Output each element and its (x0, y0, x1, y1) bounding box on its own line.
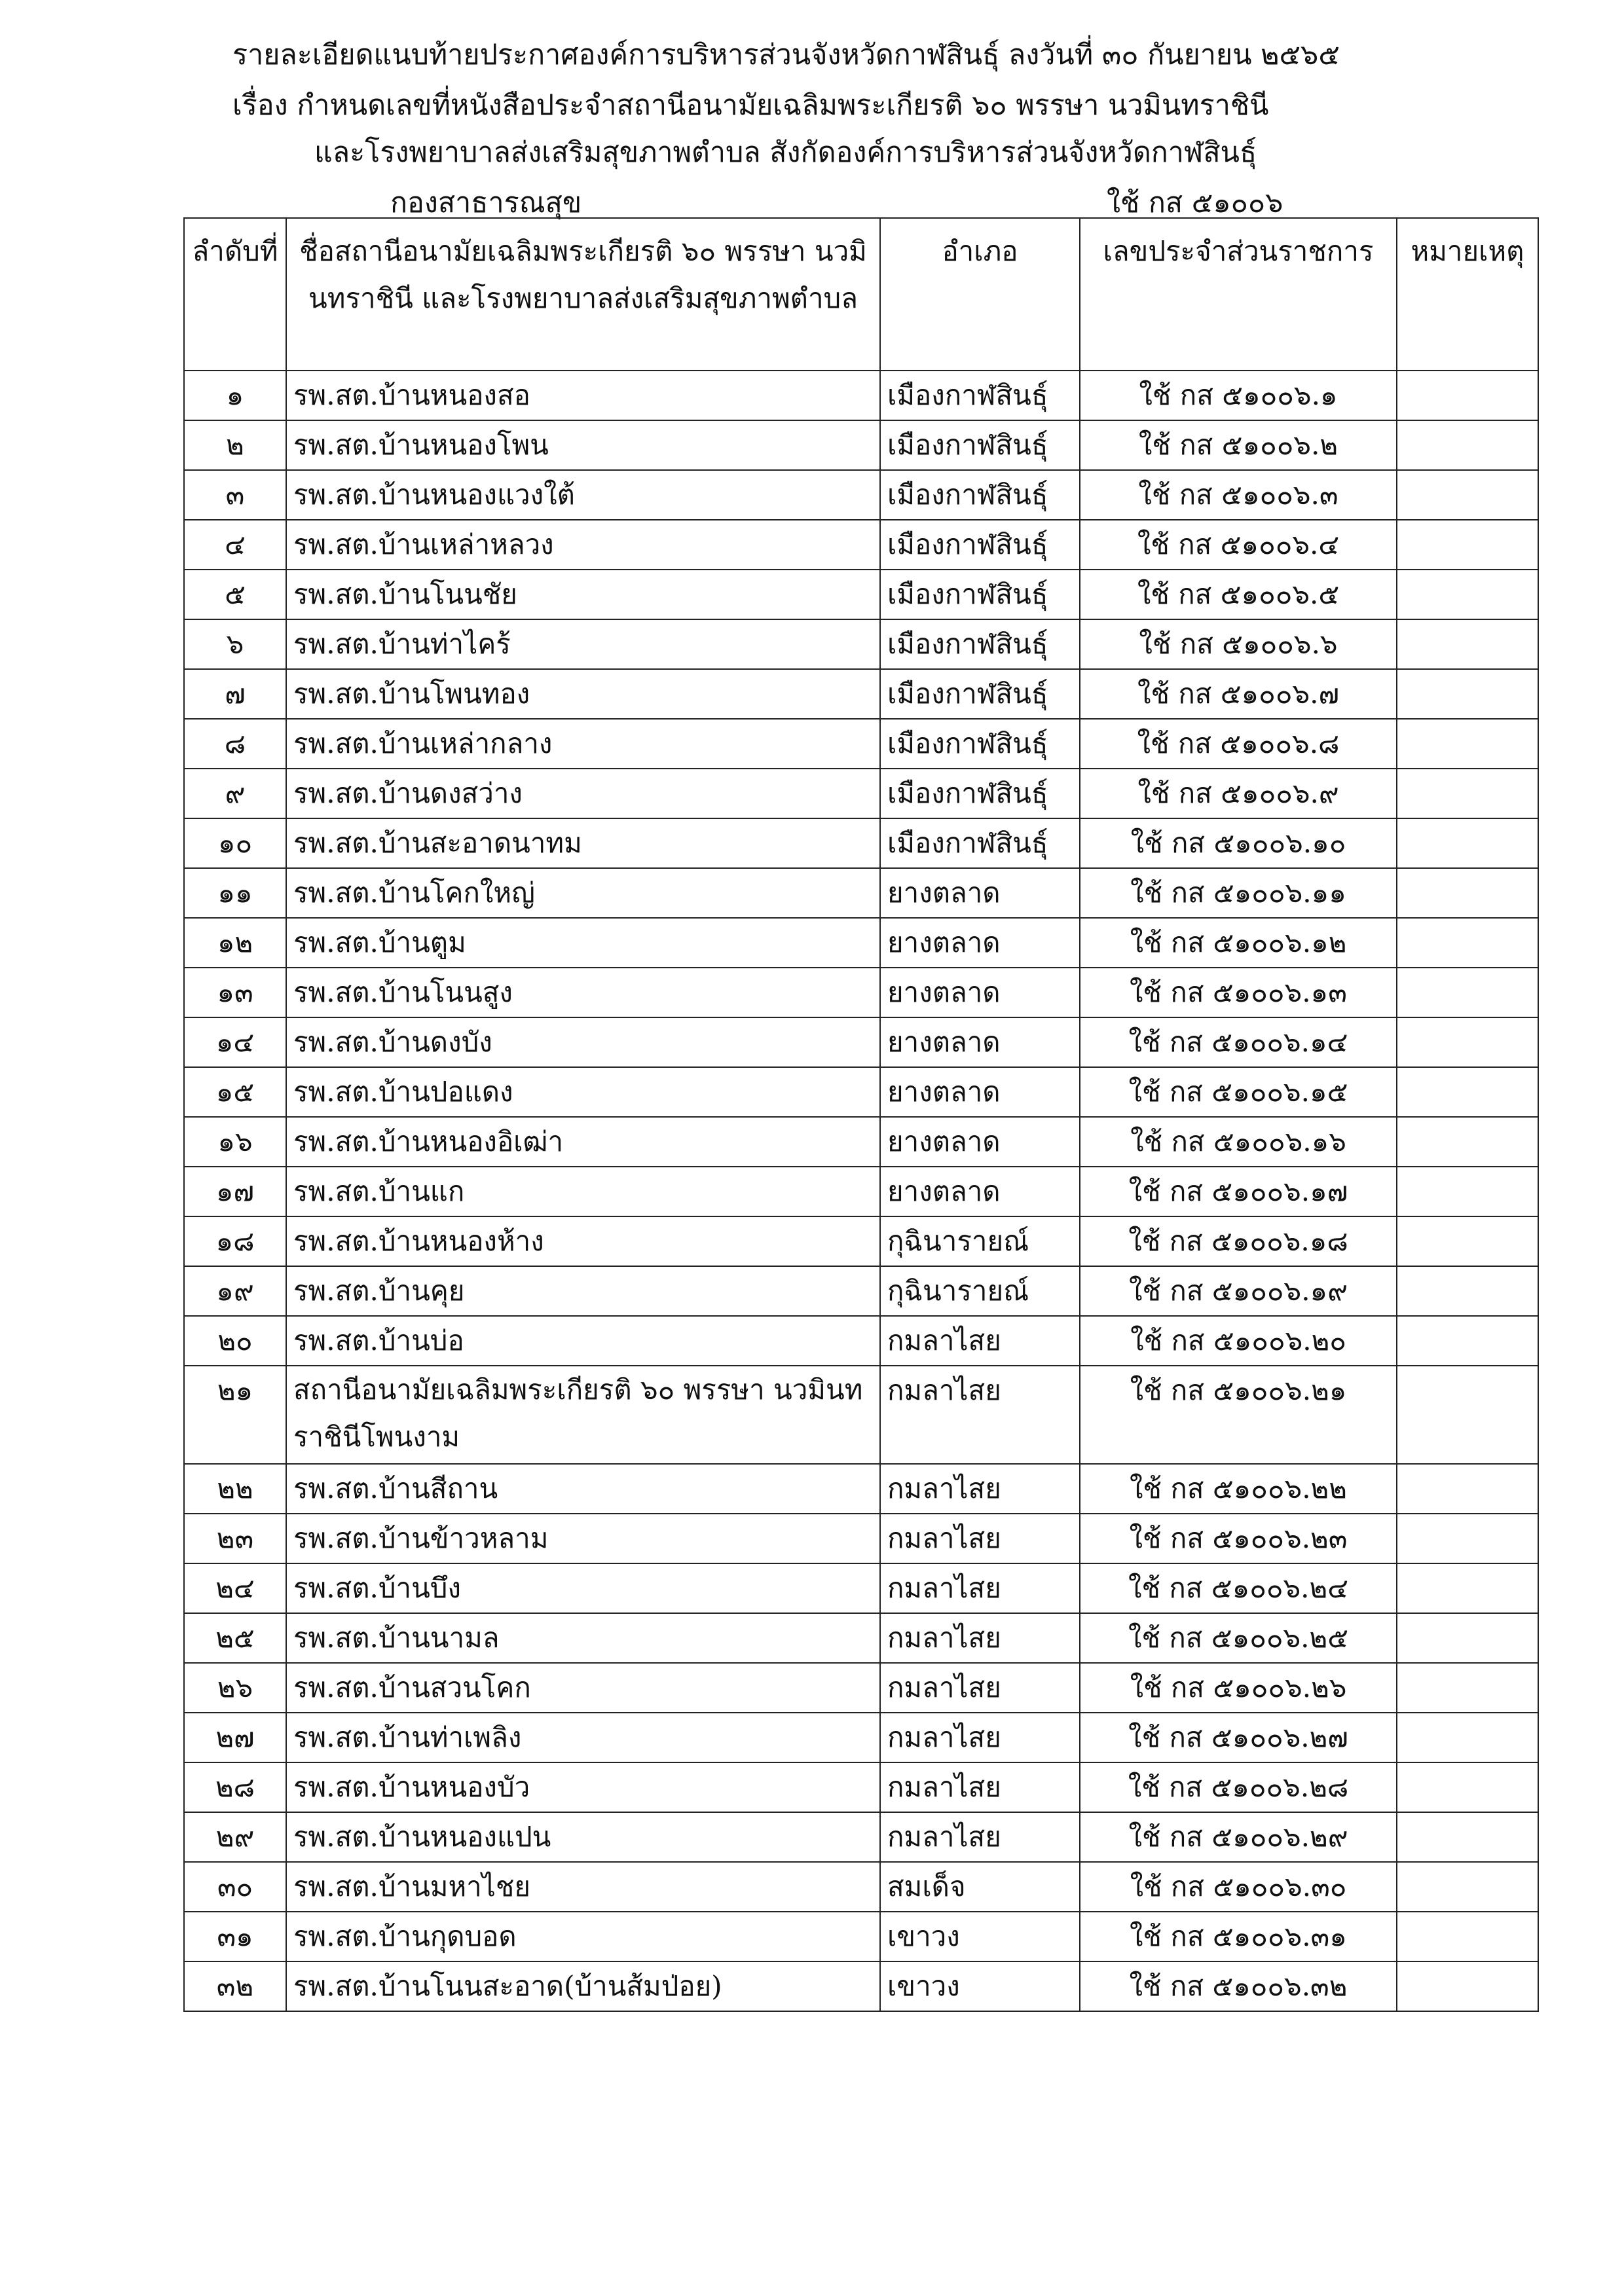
district-name: เมืองกาฬสินธุ์ (880, 520, 1080, 570)
district-name: กมลาไสย (880, 1663, 1080, 1713)
row-number: ๑๐ (184, 818, 286, 868)
government-code: ใช้ กส ๕๑๐๐๖.๓ (1080, 470, 1397, 520)
row-number: ๘ (184, 719, 286, 769)
facility-name: รพ.สต.บ้านคุย (286, 1266, 880, 1316)
government-code: ใช้ กส ๕๑๐๐๖.๑๕ (1080, 1067, 1397, 1117)
division-name: กองสาธารณสุข (390, 187, 582, 219)
row-number: ๓๑ (184, 1912, 286, 1961)
table-body (184, 371, 1538, 2011)
row-number: ๑๑ (184, 868, 286, 918)
district-name: เขาวง (880, 1961, 1080, 2011)
row-number: ๒๑ (184, 1366, 286, 1464)
table-row (184, 818, 1538, 868)
table-row (184, 1563, 1538, 1613)
table-row (184, 1812, 1538, 1862)
table-row (184, 371, 1538, 420)
government-code: ใช้ กส ๕๑๐๐๖.๑๓ (1080, 968, 1397, 1017)
district-name: กมลาไสย (880, 1812, 1080, 1862)
row-number: ๓๐ (184, 1862, 286, 1912)
facility-name: รพ.สต.บ้านโนนสูง (286, 968, 880, 1017)
district-name: กมลาไสย (880, 1613, 1080, 1663)
government-code: ใช้ กส ๕๑๐๐๖.๒๑ (1080, 1366, 1397, 1464)
government-code: ใช้ กส ๕๑๐๐๖.๑๑ (1080, 868, 1397, 918)
government-code: ใช้ กส ๕๑๐๐๖.๑๖ (1080, 1117, 1397, 1167)
row-number: ๓ (184, 470, 286, 520)
table-row (184, 1017, 1538, 1067)
remark-cell (1397, 1167, 1538, 1216)
district-name: เมืองกาฬสินธุ์ (880, 669, 1080, 719)
column-header-no: ลำดับที่ (184, 218, 286, 371)
remark-cell (1397, 371, 1538, 420)
table-row (184, 1117, 1538, 1167)
facility-name: รพ.สต.บ้านบ่อ (286, 1316, 880, 1366)
row-number: ๒๘ (184, 1762, 286, 1812)
remark-cell (1397, 570, 1538, 619)
remark-cell (1397, 1762, 1538, 1812)
government-code: ใช้ กส ๕๑๐๐๖.๗ (1080, 669, 1397, 719)
row-number: ๒๒ (184, 1464, 286, 1514)
district-name: ยางตลาด (880, 1017, 1080, 1067)
government-code: ใช้ กส ๕๑๐๐๖.๙ (1080, 769, 1397, 818)
remark-cell (1397, 1514, 1538, 1563)
table-row (184, 1961, 1538, 2011)
row-number: ๓๒ (184, 1961, 286, 2011)
remark-cell (1397, 1266, 1538, 1316)
remark-cell (1397, 1613, 1538, 1663)
column-header-code: เลขประจำส่วนราชการ (1080, 218, 1397, 371)
table-row (184, 1713, 1538, 1762)
table-row (184, 570, 1538, 619)
facility-name: รพ.สต.บ้านข้าวหลาม (286, 1514, 880, 1563)
table-row (184, 1514, 1538, 1563)
remark-cell (1397, 619, 1538, 669)
table-row (184, 719, 1538, 769)
government-code: ใช้ กส ๕๑๐๐๖.๒๔ (1080, 1563, 1397, 1613)
facility-name: รพ.สต.บ้านตูม (286, 918, 880, 968)
table-row (184, 868, 1538, 918)
facility-name: รพ.สต.บ้านปอแดง (286, 1067, 880, 1117)
row-number: ๙ (184, 769, 286, 818)
district-name: กมลาไสย (880, 1366, 1080, 1464)
remark-cell (1397, 1912, 1538, 1961)
remark-cell (1397, 1316, 1538, 1366)
facility-name: รพ.สต.บ้านเหล่าหลวง (286, 520, 880, 570)
row-number: ๑๖ (184, 1117, 286, 1167)
district-name: เมืองกาฬสินธุ์ (880, 719, 1080, 769)
table-row (184, 1067, 1538, 1117)
government-code: ใช้ กส ๕๑๐๐๖.๔ (1080, 520, 1397, 570)
row-number: ๑๕ (184, 1067, 286, 1117)
district-name: เมืองกาฬสินธุ์ (880, 769, 1080, 818)
table-row (184, 918, 1538, 968)
remark-cell (1397, 1862, 1538, 1912)
row-number: ๗ (184, 669, 286, 719)
district-name: เมืองกาฬสินธุ์ (880, 371, 1080, 420)
table-row (184, 520, 1538, 570)
district-name: กมลาไสย (880, 1316, 1080, 1366)
row-number: ๖ (184, 619, 286, 669)
government-code: ใช้ กส ๕๑๐๐๖.๑๙ (1080, 1266, 1397, 1316)
table-row (184, 1266, 1538, 1316)
district-name: กุฉินารายณ์ (880, 1216, 1080, 1266)
remark-cell (1397, 1961, 1538, 2011)
government-code: ใช้ กส ๕๑๐๐๖.๒๘ (1080, 1762, 1397, 1812)
district-name: กมลาไสย (880, 1713, 1080, 1762)
district-name: ยางตลาด (880, 1067, 1080, 1117)
district-name: เมืองกาฬสินธุ์ (880, 420, 1080, 470)
facility-name: รพ.สต.บ้านดงบัง (286, 1017, 880, 1067)
table-row (184, 968, 1538, 1017)
facility-name: รพ.สต.บ้านหนองแวงใต้ (286, 470, 880, 520)
row-number: ๒ (184, 420, 286, 470)
government-code: ใช้ กส ๕๑๐๐๖.๒๓ (1080, 1514, 1397, 1563)
government-code: ใช้ กส ๕๑๐๐๖.๑ (1080, 371, 1397, 420)
facility-code-table (183, 217, 1539, 2012)
facility-name: รพ.สต.บ้านท่าเพลิง (286, 1713, 880, 1762)
row-number: ๒๐ (184, 1316, 286, 1366)
government-code: ใช้ กส ๕๑๐๐๖.๒๒ (1080, 1464, 1397, 1514)
remark-cell (1397, 1713, 1538, 1762)
table-row (184, 669, 1538, 719)
remark-cell (1397, 1464, 1538, 1514)
facility-name: รพ.สต.บ้านบึง (286, 1563, 880, 1613)
row-number: ๑ (184, 371, 286, 420)
facility-name: รพ.สต.บ้านโนนสะอาด(บ้านส้มป่อย) (286, 1961, 880, 2011)
district-name: เมืองกาฬสินธุ์ (880, 619, 1080, 669)
facility-name: รพ.สต.บ้านเหล่ากลาง (286, 719, 880, 769)
district-name: เมืองกาฬสินธุ์ (880, 470, 1080, 520)
remark-cell (1397, 1067, 1538, 1117)
row-number: ๒๔ (184, 1563, 286, 1613)
facility-name: รพ.สต.บ้านกุดบอด (286, 1912, 880, 1961)
table-row (184, 769, 1538, 818)
facility-name: รพ.สต.บ้านท่าไคร้ (286, 619, 880, 669)
facility-name: รพ.สต.บ้านโนนชัย (286, 570, 880, 619)
table-row (184, 1862, 1538, 1912)
district-name: เมืองกาฬสินธุ์ (880, 570, 1080, 619)
table-row (184, 1216, 1538, 1266)
government-code: ใช้ กส ๕๑๐๐๖.๓๑ (1080, 1912, 1397, 1961)
remark-cell (1397, 470, 1538, 520)
facility-name: รพ.สต.บ้านหนองโพน (286, 420, 880, 470)
facility-name: รพ.สต.บ้านนามล (286, 1613, 880, 1663)
government-code: ใช้ กส ๕๑๐๐๖.๒๖ (1080, 1663, 1397, 1713)
attachment-title: รายละเอียดแนบท้ายประกาศองค์การบริหารส่วนจังหวัดกาฬสินธุ์ ลงวันที่ ๓๐ กันยายน ๒๕๖๕ (232, 39, 1340, 71)
district-name: กมลาไสย (880, 1464, 1080, 1514)
division-code: ใช้ กส ๕๑๐๐๖ (1107, 187, 1283, 219)
government-code: ใช้ กส ๕๑๐๐๖.๑๔ (1080, 1017, 1397, 1067)
district-name: สมเด็จ (880, 1862, 1080, 1912)
remark-cell (1397, 520, 1538, 570)
table-header (184, 218, 1538, 371)
remark-cell (1397, 1366, 1538, 1464)
remark-cell (1397, 818, 1538, 868)
government-code: ใช้ กส ๕๑๐๐๖.๑๐ (1080, 818, 1397, 868)
row-number: ๑๒ (184, 918, 286, 968)
facility-name: รพ.สต.บ้านหนองบัว (286, 1762, 880, 1812)
facility-name: รพ.สต.บ้านแก (286, 1167, 880, 1216)
subject-line: เรื่อง กำหนดเลขที่หนังสือประจำสถานีอนามัยเฉลิมพระเกียรติ ๖๐ พรรษา นวมินทราชินี (232, 89, 1269, 122)
facility-name-text: สถานีอนามัยเฉลิมพระเกียรติ ๖๐ พรรษา นวมินทราชินีโพนงาม (293, 1374, 863, 1453)
government-code: ใช้ กส ๕๑๐๐๖.๒๙ (1080, 1812, 1397, 1862)
facility-name: รพ.สต.บ้านสีถาน (286, 1464, 880, 1514)
government-code: ใช้ กส ๕๑๐๐๖.๖ (1080, 619, 1397, 669)
government-code: ใช้ กส ๕๑๐๐๖.๒๕ (1080, 1613, 1397, 1663)
facility-name: รพ.สต.บ้านโคกใหญ่ (286, 868, 880, 918)
remark-cell (1397, 1117, 1538, 1167)
government-code: ใช้ กส ๕๑๐๐๖.๒๐ (1080, 1316, 1397, 1366)
facility-name: รพ.สต.บ้านสวนโคก (286, 1663, 880, 1713)
district-name: กมลาไสย (880, 1514, 1080, 1563)
government-code: ใช้ กส ๕๑๐๐๖.๓๐ (1080, 1862, 1397, 1912)
district-name: ยางตลาด (880, 1167, 1080, 1216)
table-row (184, 1366, 1538, 1464)
remark-cell (1397, 1216, 1538, 1266)
district-name: ยางตลาด (880, 868, 1080, 918)
facility-name: รพ.สต.บ้านหนองสอ (286, 371, 880, 420)
district-name: ยางตลาด (880, 918, 1080, 968)
district-name: ยางตลาด (880, 968, 1080, 1017)
row-number: ๑๔ (184, 1017, 286, 1067)
table-row (184, 1762, 1538, 1812)
row-number: ๒๓ (184, 1514, 286, 1563)
facility-name: รพ.สต.บ้านดงสว่าง (286, 769, 880, 818)
remark-cell (1397, 918, 1538, 968)
table-row (184, 1912, 1538, 1961)
row-number: ๒๙ (184, 1812, 286, 1862)
remark-cell (1397, 968, 1538, 1017)
row-number: ๑๗ (184, 1167, 286, 1216)
subject-line-continued: และโรงพยาบาลส่งเสริมสุขภาพตำบล สังกัดองค์การบริหารส่วนจังหวัดกาฬสินธุ์ (314, 136, 1257, 169)
row-number: ๕ (184, 570, 286, 619)
facility-name: รพ.สต.บ้านสะอาดนาทม (286, 818, 880, 868)
remark-cell (1397, 1563, 1538, 1613)
district-name: เมืองกาฬสินธุ์ (880, 818, 1080, 868)
facility-name (286, 1366, 880, 1464)
column-header-district: อำเภอ (880, 218, 1080, 371)
remark-cell (1397, 769, 1538, 818)
facility-name: รพ.สต.บ้านหนองห้าง (286, 1216, 880, 1266)
facility-name: รพ.สต.บ้านหนองอิเฒ่า (286, 1117, 880, 1167)
remark-cell (1397, 420, 1538, 470)
district-name: กุฉินารายณ์ (880, 1266, 1080, 1316)
table-row (184, 1613, 1538, 1663)
remark-cell (1397, 1812, 1538, 1862)
district-name: ยางตลาด (880, 1117, 1080, 1167)
column-header-remark: หมายเหตุ (1397, 218, 1538, 371)
row-number: ๒๗ (184, 1713, 286, 1762)
table-row (184, 470, 1538, 520)
district-name: กมลาไสย (880, 1563, 1080, 1613)
row-number: ๑๓ (184, 968, 286, 1017)
district-name: กมลาไสย (880, 1762, 1080, 1812)
government-code: ใช้ กส ๕๑๐๐๖.๒ (1080, 420, 1397, 470)
row-number: ๑๙ (184, 1266, 286, 1316)
remark-cell (1397, 1017, 1538, 1067)
remark-cell (1397, 868, 1538, 918)
row-number: ๑๘ (184, 1216, 286, 1266)
government-code: ใช้ กส ๕๑๐๐๖.๘ (1080, 719, 1397, 769)
row-number: ๒๖ (184, 1663, 286, 1713)
remark-cell (1397, 669, 1538, 719)
facility-name: รพ.สต.บ้านโพนทอง (286, 669, 880, 719)
government-code: ใช้ กส ๕๑๐๐๖.๑๘ (1080, 1216, 1397, 1266)
government-code: ใช้ กส ๕๑๐๐๖.๒๗ (1080, 1713, 1397, 1762)
remark-cell (1397, 1663, 1538, 1713)
table-row (184, 1167, 1538, 1216)
table-row (184, 420, 1538, 470)
government-code: ใช้ กส ๕๑๐๐๖.๑๒ (1080, 918, 1397, 968)
remark-cell (1397, 719, 1538, 769)
facility-name: รพ.สต.บ้านหนองแปน (286, 1812, 880, 1862)
column-header-name: ชื่อสถานีอนามัยเฉลิมพระเกียรติ ๖๐ พรรษา นวมินทราชินี และโรงพยาบาลส่งเสริมสุขภาพตำบล (286, 218, 880, 371)
table-row (184, 1663, 1538, 1713)
government-code: ใช้ กส ๕๑๐๐๖.๓๒ (1080, 1961, 1397, 2011)
government-code: ใช้ กส ๕๑๐๐๖.๑๗ (1080, 1167, 1397, 1216)
row-number: ๔ (184, 520, 286, 570)
table-row (184, 1464, 1538, 1514)
facility-name: รพ.สต.บ้านมหาไชย (286, 1862, 880, 1912)
row-number: ๒๕ (184, 1613, 286, 1663)
table-row (184, 1316, 1538, 1366)
government-code: ใช้ กส ๕๑๐๐๖.๕ (1080, 570, 1397, 619)
district-name: เขาวง (880, 1912, 1080, 1961)
table-row (184, 619, 1538, 669)
